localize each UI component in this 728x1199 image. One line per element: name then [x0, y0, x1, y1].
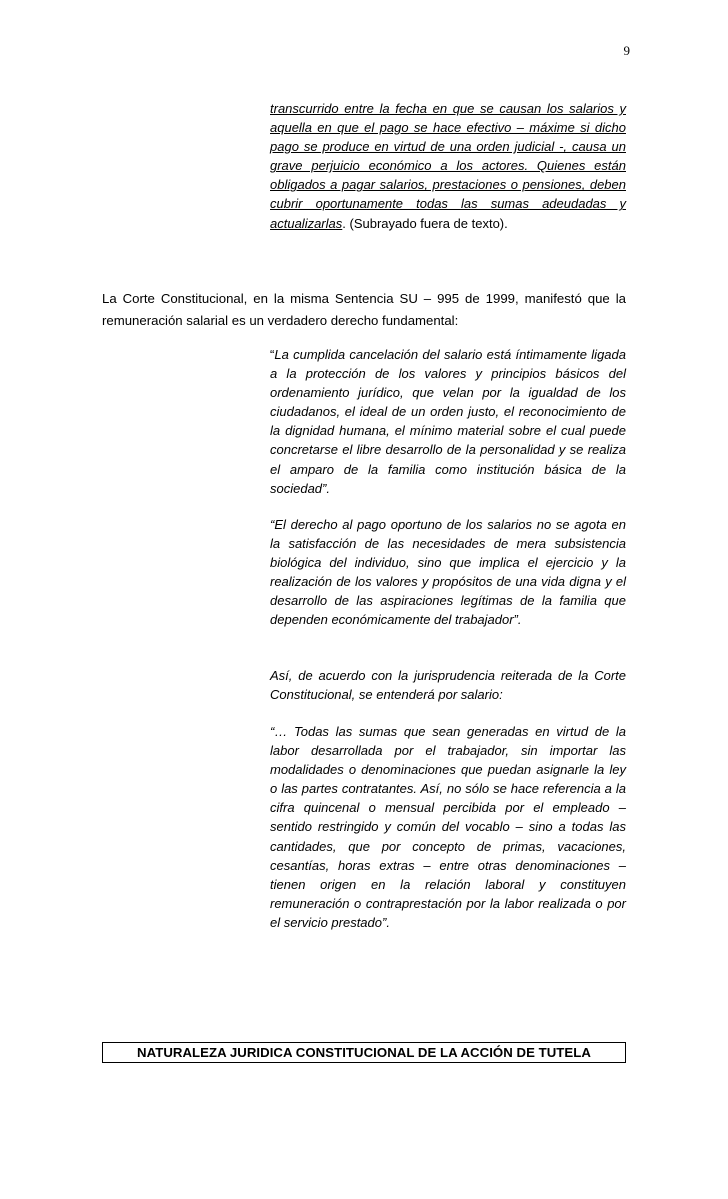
block-quote-salary-definition: “… Todas las sumas que sean generadas en virtud de la labor desarrollada por el trabajador, sin importar las modalidades o denominaciones que puedan asignarle la ley o las partes contratantes. Así, no sólo se hace referencia a la cifra quincenal o mensual percibida por el empleado – sentido restringido y común del vocablo – sino a todas las cantidades, que por concepto de primas, vacaciones, cesantías, horas extras – entre otras denominaciones – tienen origen en la relación laboral y constituyen remuneración o contraprestación por la labor realizada o por el servicio prestado”. — [270, 724, 626, 930]
section-heading: NATURALEZA JURIDICA CONSTITUCIONAL DE LA ACCIÓN DE TUTELA — [102, 1042, 626, 1063]
open-quote-mark: “ — [270, 347, 275, 362]
quote-text: La cumplida cancelación del salario está íntimamente ligada a la protección de los valores y principios básicos del ordenamiento jurídico, que velan por la igualdad de los ciudadanos, el ideal de un orden justo, el reconocimiento de la dignidad humana, el mínimo material sobre el cual puede concretarse el libre desarrollo de la personalidad y se realiza el amparo de la familia como institución básica de la sociedad”. — [270, 347, 626, 496]
underlined-quote-text: transcurrido entre la fecha en que se causan los salarios y aquella en que el pago se hace efectivo – máxime si dicho pago se produce en virtud de una orden judicial -, causa un grave perjuicio económico a los actores. Quienes están obligados a pagar salarios, prestaciones o pensiones, deben cubrir oportunamente todas las sumas adeudadas y actualizarlas — [270, 101, 626, 231]
block-quote-continuation — [270, 99, 626, 233]
block-quote-salary-rights — [270, 345, 626, 498]
block-quote-timely-payment: “El derecho al pago oportuno de los salarios no se agota en la satisfacción de las necesidades de mera subsistencia biológica del individuo, sino que implica el ejercicio y la realización de los valores y propósitos de una vida digna y el desarrollo de las aspiraciones legítimas de la familia que dependen económicamente del trabajador”. — [270, 517, 626, 628]
block-quote-jurisprudence: Así, de acuerdo con la jurisprudencia reiterada de la Corte Constitucional, se entenderá por salario: — [270, 668, 626, 703]
quote-annotation: . (Subrayado fuera de texto). — [342, 215, 508, 231]
page-number: 9 — [623, 43, 630, 58]
body-paragraph: La Corte Constitucional, en la misma Sentencia SU – 995 de 1999, manifestó que la remuneración salarial es un verdadero derecho fundamental: — [102, 291, 626, 328]
